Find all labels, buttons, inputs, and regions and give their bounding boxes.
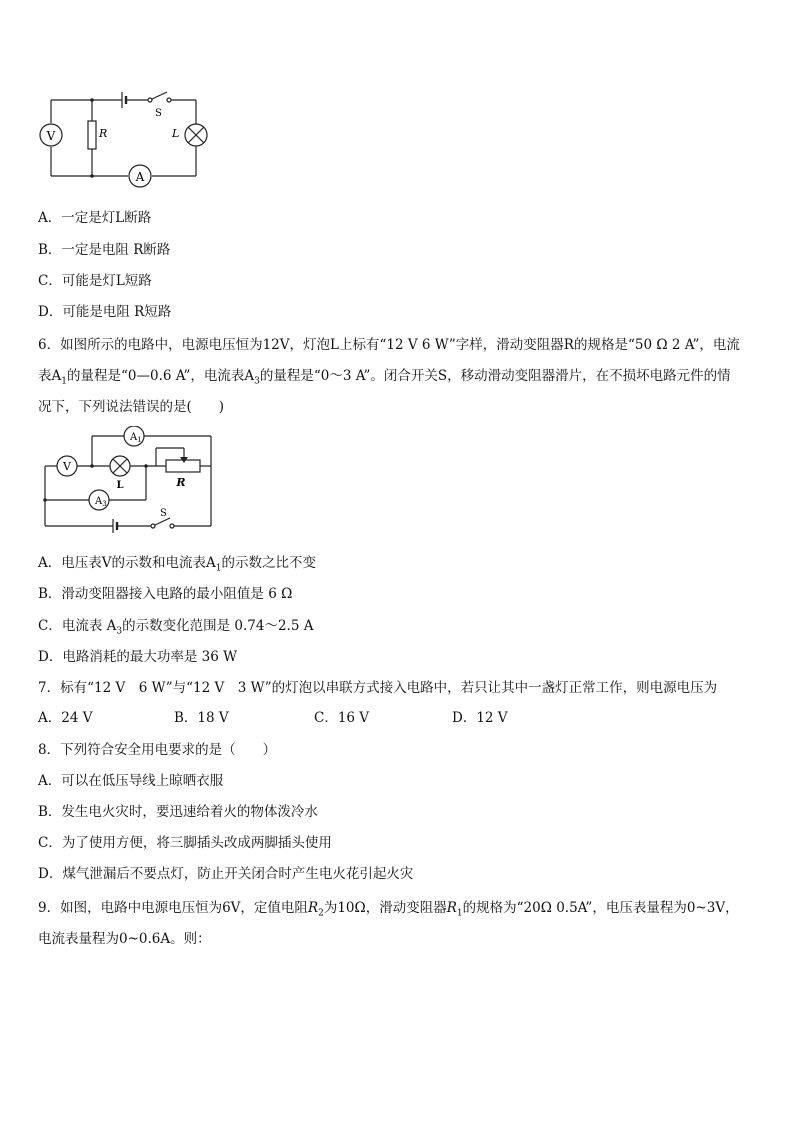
q9-stem-line1: 9．如图，电路中电源电压恒为6V，定值电阻$R_2$为10Ω，滑动变阻器$R_1$的规格为“20Ω 0.5A”，电压表量程为0~3V， [38, 900, 739, 919]
q6-option-d: D．电路消耗的最大功率是 36 W [38, 649, 237, 665]
q7-stem: 7．标有“12 V 6 W”与“12 V 3 W”的灯泡以串联方式接入电路中，若只让其中一盏灯正常工作，则电源电压为 [38, 680, 718, 696]
fig2-resistor-label: R [176, 476, 186, 489]
q6-option-b: B．滑动变阻器接入电路的最小阻值是 6 Ω [38, 586, 293, 602]
q6-option-c: C．电流表 $A_3$的示数变化范围是 0.74～2.5 A [38, 618, 314, 637]
fig2-voltmeter-label: V [63, 460, 71, 473]
q5-option-d: D．可能是电阻 R短路 [38, 304, 172, 320]
fig1-switch-label: S [155, 108, 162, 119]
q8-option-d: D．煤气泄漏后不要点灯，防止开关闭合时产生电火花引起火灾 [38, 866, 414, 882]
q9-stem-line2: 电流表量程为0~0.6A。则： [38, 931, 211, 947]
q5-option-c: C．可能是灯L短路 [38, 273, 152, 289]
q7-option-a: A．24 V [38, 710, 93, 726]
q7-option-b: B．18 V [174, 710, 229, 726]
q8-option-b: B．发生电火灾时，要迅速给着火的物体泼冷水 [38, 804, 318, 820]
q8-option-a: A．可以在低压导线上晾晒衣服 [38, 773, 224, 789]
q5-option-a: A．一定是灯L断路 [38, 210, 152, 226]
q6-stem-line3: 况下，下列说法错误的是( ) [38, 399, 225, 415]
fig2-ammeter3-label: $A_3$ [95, 496, 107, 508]
q7-option-c: C．16 V [314, 710, 370, 726]
fig1-lamp-label: L [172, 127, 180, 140]
circuit-diagram-q6 [40, 426, 216, 534]
fig2-lamp-label: L [116, 480, 124, 491]
q8-option-c: C．为了使用方便，将三脚插头改成两脚插头使用 [38, 835, 332, 851]
q6-option-a: A．电压表V的示数和电流表$A_1$的示数之比不变 [38, 555, 316, 574]
q5-option-b: B．一定是电阻 R断路 [38, 242, 171, 258]
circuit-diagram-q5 [36, 88, 216, 190]
q8-stem: 8．下列符合安全用电要求的是（ ） [38, 742, 277, 758]
fig2-switch-label: S [160, 508, 167, 519]
fig2-ammeter1-label: $A_1$ [130, 432, 142, 444]
q6-stem-line2: 表$A_1$的量程是“0—0.6 A”，电流表$A_3$的量程是“0～3 A”。闭合开关S，移动滑动变阻器滑片，在不损坏电路元件的情 [38, 368, 731, 387]
q6-stem-line1: 6．如图所示的电路中，电源电压恒为12V，灯泡L上标有“12 V 6 W”字样，滑动变阻器R的规格是“50 Ω 2 A”，电流 [38, 337, 740, 353]
q7-option-d: D．12 V [452, 710, 508, 726]
fig1-voltmeter-label: V [46, 129, 56, 143]
fig1-resistor-label: R [99, 127, 108, 140]
fig1-ammeter-label: A [135, 170, 145, 184]
